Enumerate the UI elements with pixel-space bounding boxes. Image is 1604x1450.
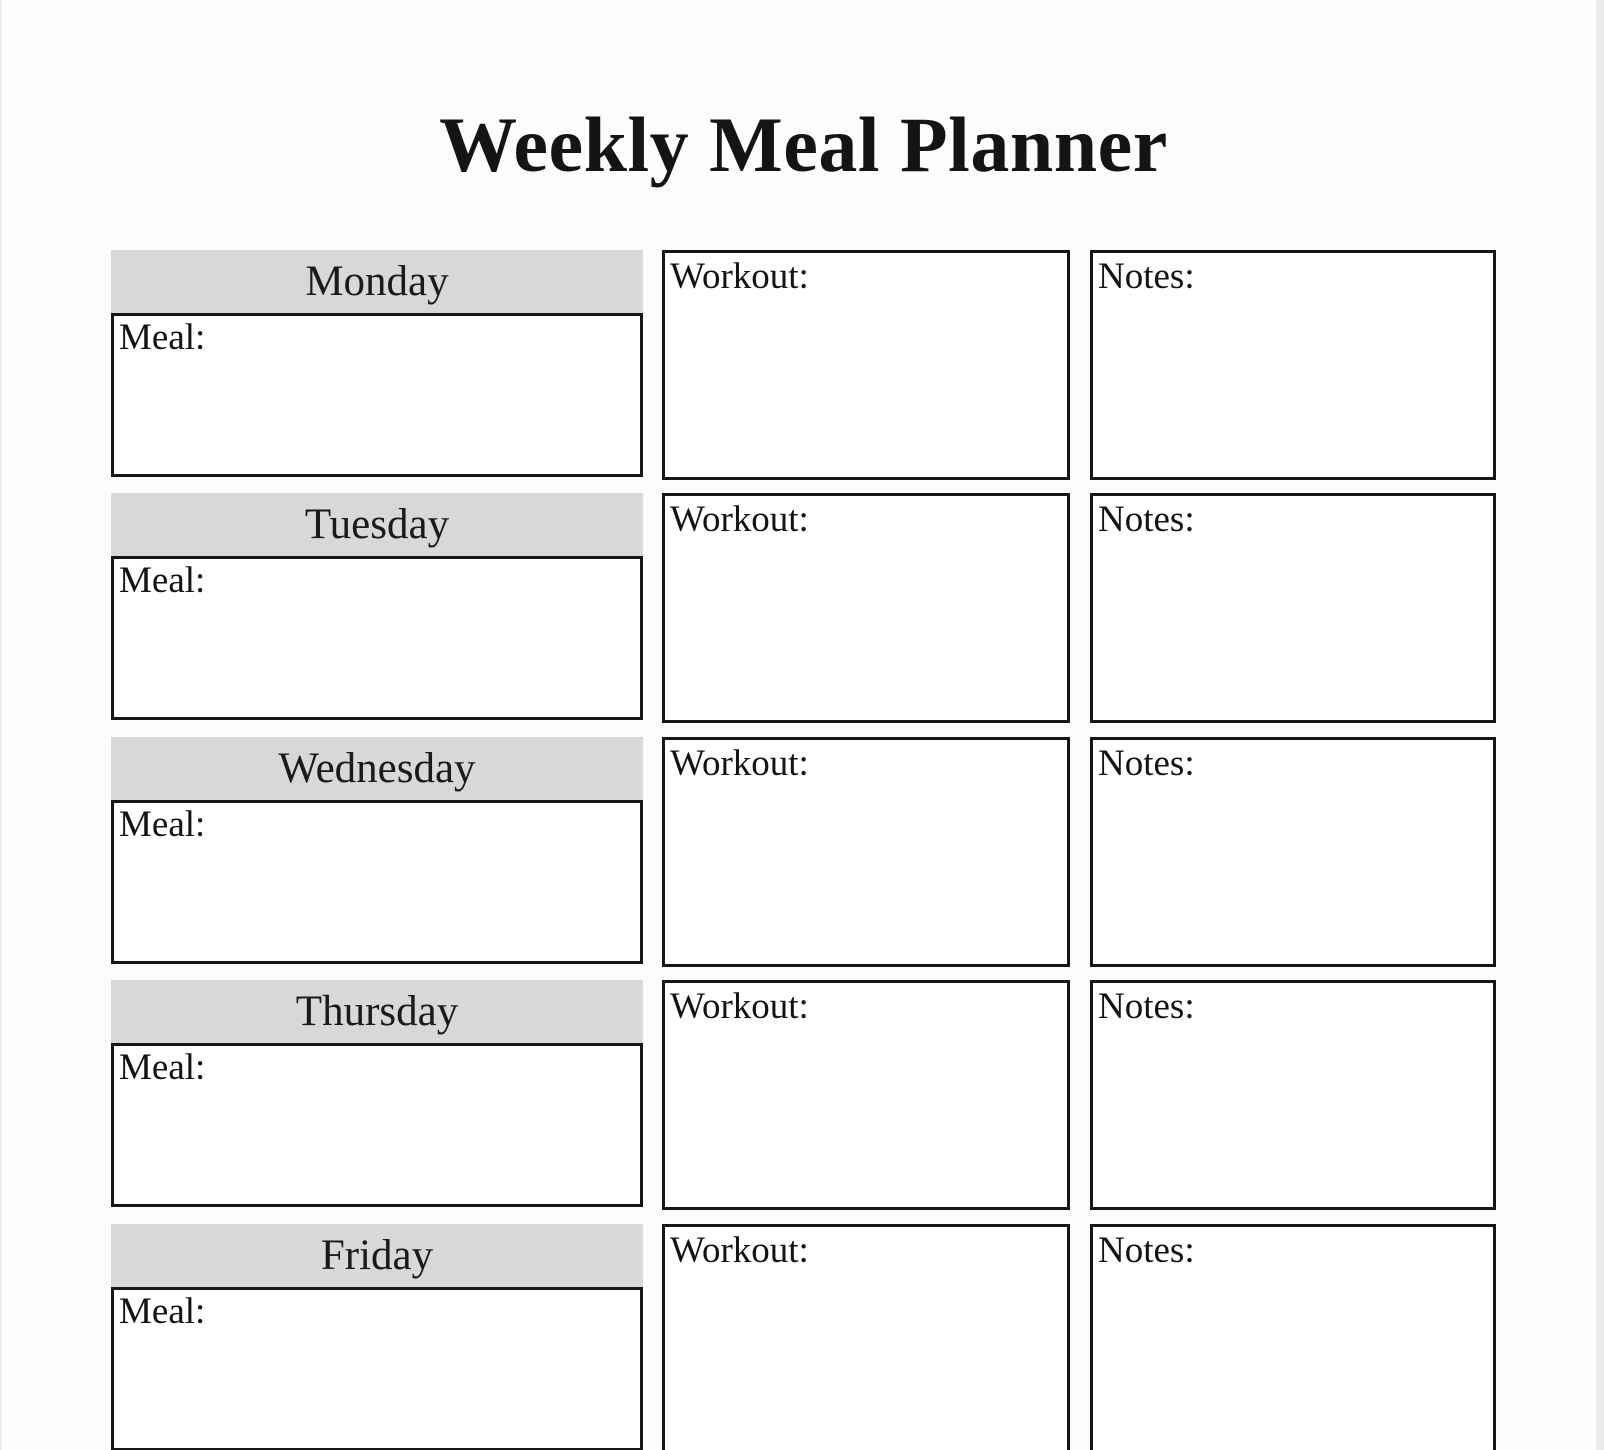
workout-box[interactable] [662,1224,1070,1450]
day-label: Thursday [295,988,459,1035]
meal-box[interactable] [111,313,643,477]
meal-box[interactable] [111,1287,643,1450]
meal-label: Meal: [119,560,206,601]
meal-label: Meal: [119,1047,206,1088]
notes-box[interactable] [1090,250,1496,480]
day-header [111,250,643,313]
day-row-friday [111,1224,1496,1450]
day-column [111,1224,643,1450]
meal-box[interactable] [111,800,643,964]
day-label: Friday [320,1232,434,1279]
day-label: Monday [305,258,449,305]
notes-label: Notes: [1098,499,1195,540]
meal-box[interactable] [111,1043,643,1207]
notes-label: Notes: [1098,986,1195,1027]
day-column [111,250,643,477]
day-label: Tuesday [304,501,450,548]
meal-label: Meal: [119,317,206,358]
day-column [111,737,643,964]
notes-label: Notes: [1098,256,1195,297]
day-row-monday [111,250,1496,480]
day-header [111,737,643,800]
notes-box[interactable] [1090,737,1496,967]
day-header [111,980,643,1043]
day-column [111,493,643,720]
notes-label: Notes: [1098,1230,1195,1271]
workout-box[interactable] [662,250,1070,480]
page-edge-left [0,0,2,1450]
day-label: Wednesday [278,745,476,792]
workout-box[interactable] [662,737,1070,967]
day-row-wednesday [111,737,1496,967]
meal-label: Meal: [119,804,206,845]
day-row-thursday [111,980,1496,1210]
workout-label: Workout: [670,499,809,540]
day-column [111,980,643,1207]
notes-box[interactable] [1090,980,1496,1210]
workout-box[interactable] [662,980,1070,1210]
meal-box[interactable] [111,556,643,720]
workout-label: Workout: [670,743,809,784]
day-header [111,1224,643,1287]
meal-label: Meal: [119,1291,206,1332]
page-title: Weekly Meal Planner [439,101,1168,188]
workout-label: Workout: [670,1230,809,1271]
page-edge-right [1596,0,1604,1450]
workout-box[interactable] [662,493,1070,723]
notes-label: Notes: [1098,743,1195,784]
workout-label: Workout: [670,256,809,297]
day-row-tuesday [111,493,1496,723]
workout-label: Workout: [670,986,809,1027]
notes-box[interactable] [1090,1224,1496,1450]
notes-box[interactable] [1090,493,1496,723]
day-header [111,493,643,556]
